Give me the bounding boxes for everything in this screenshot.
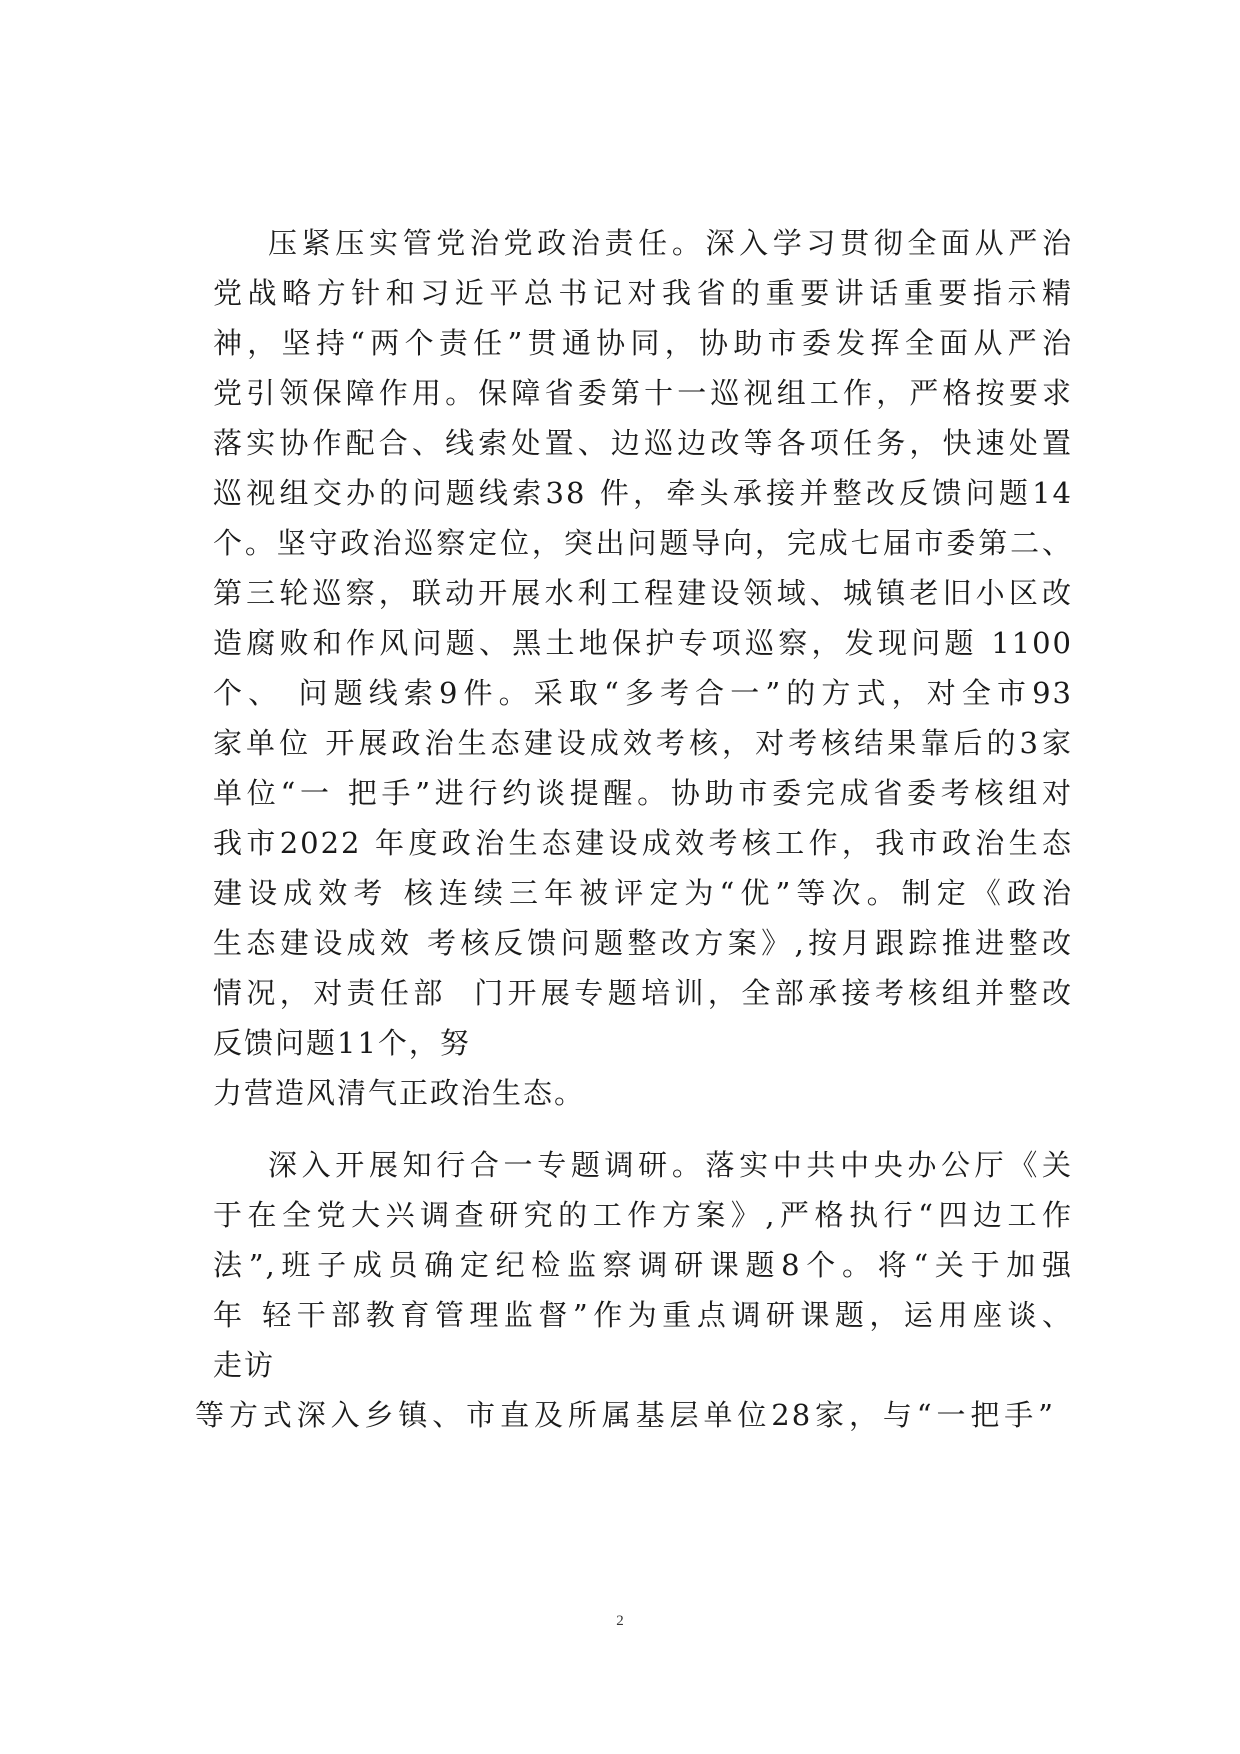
paragraph-1-line-12: 单位“一 把手”进行约谈提醒。协助市委完成省委考核组对	[213, 776, 1073, 810]
paragraph-2-line-1: 深入开展知行合一专题调研。落实中共中央办公厅《关	[268, 1148, 1073, 1182]
paragraph-1-line-3: 神，坚持“两个责任”贯通协同，协助市委发挥全面从严治	[213, 326, 1073, 360]
paragraph-1-line-2: 党战略方针和习近平总书记对我省的重要讲话重要指示精	[213, 276, 1073, 310]
paragraph-2-line-4: 年 轻干部教育管理监督”作为重点调研课题，运用座谈、	[213, 1298, 1073, 1332]
paragraph-1-line-4: 党引领保障作用。保障省委第十一巡视组工作，严格按要求	[213, 376, 1073, 410]
paragraph-1-line-11: 家单位 开展政治生态建设成效考核，对考核结果靠后的3家	[213, 726, 1073, 760]
paragraph-1-line-10: 个、 问题线索9件。采取“多考合一”的方式，对全市93	[213, 676, 1073, 710]
paragraph-1-line-13: 我市2022 年度政治生态建设成效考核工作，我市政治生态	[213, 826, 1073, 860]
paragraph-1-line-1: 压紧压实管党治党政治责任。深入学习贯彻全面从严治	[268, 226, 1073, 260]
paragraph-2-line-2: 于在全党大兴调查研究的工作方案》,严格执行“四边工作	[213, 1198, 1073, 1232]
paragraph-1-line-17: 反馈问题11个，努	[213, 1026, 471, 1060]
paragraph-2-line-5: 走访	[213, 1348, 276, 1382]
paragraph-1-line-7: 个。坚守政治巡察定位，突出问题导向，完成七届市委第二、	[213, 526, 1073, 560]
paragraph-2-line-6: 等方式深入乡镇、市直及所属基层单位28家，与“一把手”	[195, 1398, 1055, 1432]
paragraph-1-line-18: 力营造风清气正政治生态。	[213, 1076, 586, 1110]
paragraph-1-line-16: 情况，对责任部 门开展专题培训，全部承接考核组并整改	[213, 976, 1073, 1010]
paragraph-1-line-5: 落实协作配合、线索处置、边巡边改等各项任务，快速处置	[213, 426, 1073, 460]
paragraph-1-line-15: 生态建设成效 考核反馈问题整改方案》,按月跟踪推进整改	[213, 926, 1073, 960]
paragraph-1-line-6: 巡视组交办的问题线索38 件，牵头承接并整改反馈问题14	[213, 476, 1073, 510]
paragraph-2-line-3: 法”,班子成员确定纪检监察调研课题8个。将“关于加强	[213, 1248, 1073, 1282]
paragraph-1-line-8: 第三轮巡察，联动开展水利工程建设领域、城镇老旧小区改	[213, 576, 1073, 610]
page-number: 2	[616, 1613, 624, 1629]
paragraph-1-line-9: 造腐败和作风问题、黑土地保护专项巡察，发现问题 1100	[213, 626, 1073, 660]
paragraph-1-line-14: 建设成效考 核连续三年被评定为“优”等次。制定《政治	[213, 876, 1073, 910]
